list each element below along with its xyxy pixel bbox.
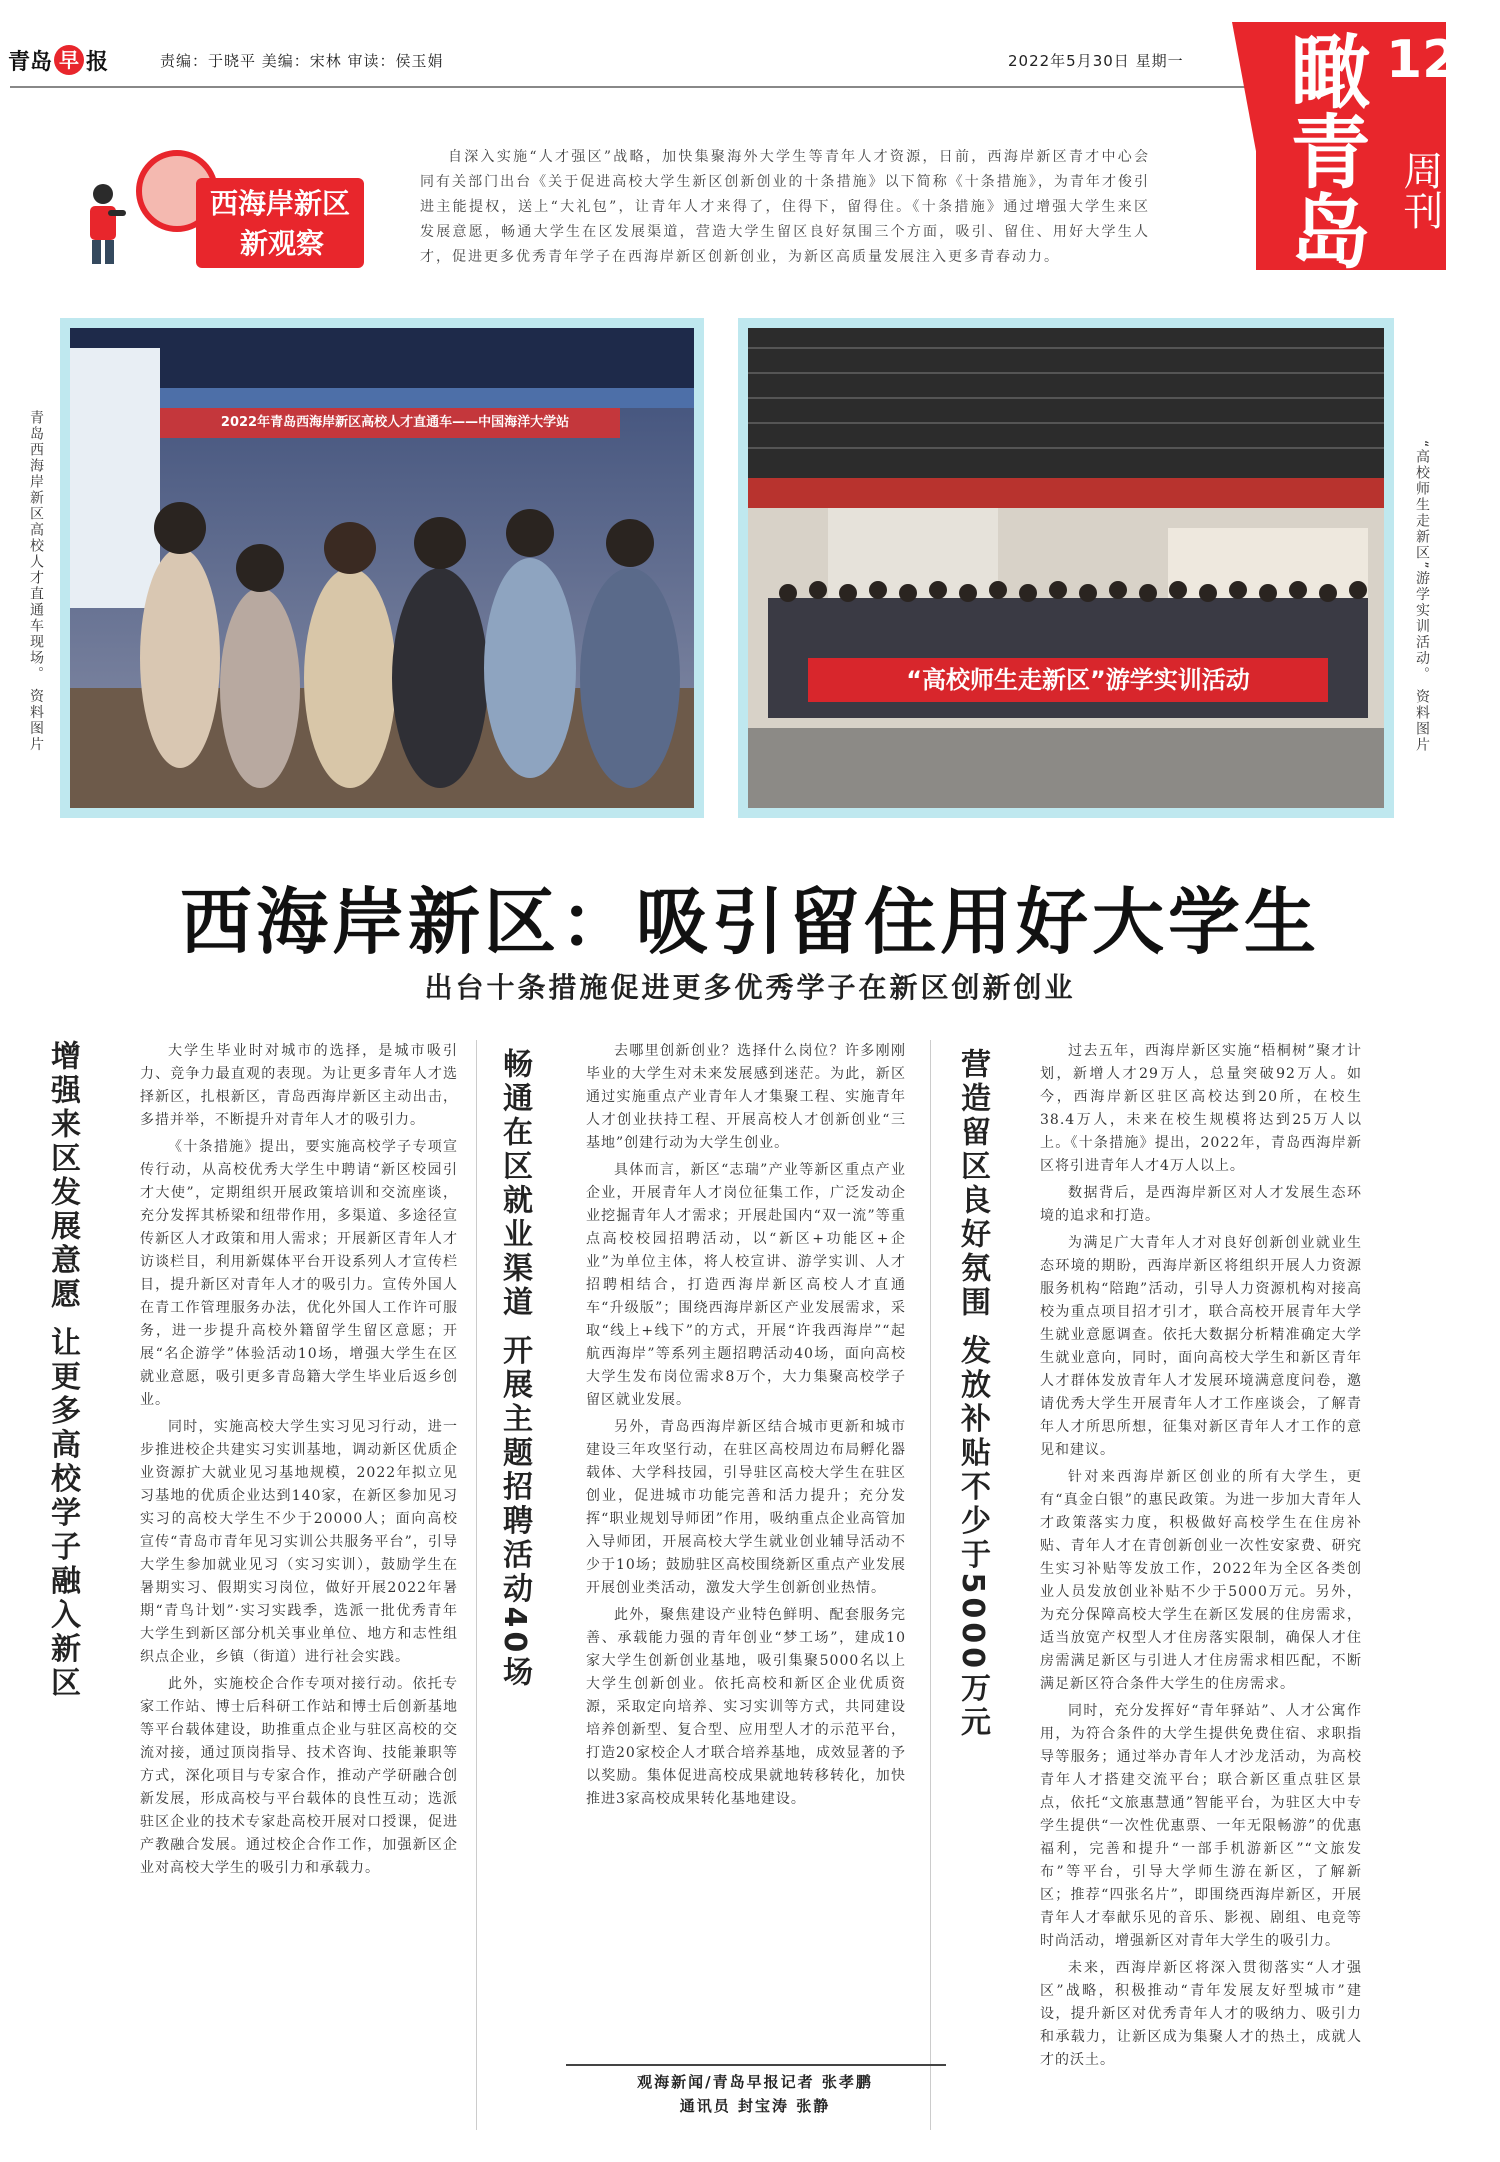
- section-badge-title: [1268, 30, 1378, 270]
- photo2-caption: “高校师生走新区”游学实训活动。 资料图片: [1414, 440, 1430, 753]
- paragraph: 过去五年，西海岸新区实施“梧桐树”聚才计划，新增人才29万人，总量突破92万人。如今，西海岸新区驻区高校达到20所，在校生38.4万人，未来在校生规模将达到25万人以上。《十条措施》提出，2022年，青岛西海岸新区将引进青年人才4万人以上。: [1040, 1043, 1362, 1174]
- paragraph: 去哪里创新创业？选择什么岗位？许多刚刚毕业的大学生对未来发展感到迷茫。为此，新区通过实施重点产业青年人才集聚工程、实施青年人才创业扶持工程、开展高校人才创新创业“三基地”创建行动为大学生创业。: [586, 1043, 906, 1151]
- section-3-body: [1040, 1040, 1362, 2140]
- paragraph: 另外，青岛西海岸新区结合城市更新和城市建设三年攻坚行动，在驻区高校周边布局孵化器载体、大学科技园，引导驻区高校大学生在驻区创业，促进城市功能完善和活力提升；充分发挥“职业规划导师团”作用，吸纳重点企业高管加入导师团，开展高校大学生就业创业辅导活动不少于10场；鼓励驻区高校围绕新区重点产业发展开展创业类活动，激发大学生创新创业热情。: [586, 1419, 906, 1596]
- newspaper-logo: [8, 44, 108, 76]
- column-logo-line1: 西海岸新区: [210, 187, 351, 220]
- column-divider: [476, 1040, 477, 2130]
- logo-circle: 早: [54, 45, 84, 75]
- paragraph: 《十条措施》提出，要实施高校学子专项宣传行动，从高校优秀大学生中聘请“新区校园引才大使”，定期组织开展政策培训和交流座谈，充分发挥其桥梁和纽带作用，多渠道、多途径宣传新区人才政策和用人需求；开展新区青年人才访谈栏目，利用新媒体平台开设系列人才宣传栏目，提升新区对青年人才的吸引力。宣传外国人在青工作管理服务办法，优化外国人工作许可服务，进一步提升高校外籍留学生留区意愿；开展“名企游学”体验活动10场，增强大学生在区就业意愿，吸引更多青岛籍大学生毕业后返乡创业。: [140, 1139, 458, 1408]
- logo-text-3: 报: [86, 49, 109, 75]
- paragraph: 此外，实施校企合作专项对接行动。依托专家工作站、博士后科研工作站和博士后创新基地等平台载体建设，助推重点企业与驻区高校的交流对接，通过顶岗指导、技术咨询、技能兼职等方式，深化项目与专家合作，推动产学研融合创新发展，形成高校与平台载体的良性互动；选派驻区企业的技术专家赴高校开展对口授课，促进产教融合发展。通过校企合作工作，加强新区企业对高校大学生的吸引力和承载力。: [140, 1676, 458, 1876]
- column-logo-line2: 新观察: [240, 227, 325, 260]
- logo-text-1: 青岛: [8, 49, 53, 75]
- section-badge-subtitle: [1396, 150, 1443, 230]
- badge-title-text: 瞰青岛: [1277, 30, 1370, 270]
- byline-rule: [566, 2064, 946, 2066]
- badge-subtitle-text: 周刊: [1397, 150, 1443, 230]
- editor-credits: 责编：于晓平 美编：宋林 审读：侯玉娟: [160, 52, 444, 70]
- talent-fair-photo: [70, 328, 694, 808]
- main-headline: 西海岸新区：吸引留住用好大学生: [179, 880, 1320, 964]
- paragraph: 同时，实施高校大学生实习见习行动，进一步推进校企共建实习实训基地，调动新区优质企业资源扩大就业见习基地规模，2022年拟立见习基地的优质企业达到140家，在新区参加见习实习的高校大学生不少于20000人；面向高校宣传“青岛市青年见习实训公共服务平台”，引导大学生参加就业见习（实习实训），鼓励学生在暑期实习、假期实习岗位，做好开展2022年暑期“青鸟计划”·实习实践季，选派一批优秀青年大学生到新区部分机关事业单位、地方和志性组织点企业，乡镇（街道）进行社会实践。: [140, 1419, 458, 1665]
- page-number: 12: [1386, 30, 1459, 90]
- byline: [560, 2070, 950, 2118]
- paragraph: 具体而言，新区“志瑞”产业等新区重点产业企业，开展青年人才岗位征集工作，广泛发动企业挖掘青年人才需求；开展赴国内“双一流”等重点高校校园招聘活动，以“新区+功能区+企业”为单位主体，将人校宣讲、游学实训、人才招聘相结合，打造西海岸新区高校人才直通车“升级版”；围绕西海岸新区产业发展需求，采取“线上+线下”的方式，开展“许我西海岸”“起航西海岸”等系列主题招聘活动40场，面向高校大学生发布岗位需求8万个，大力集聚高校学子留区就业发展。: [586, 1162, 906, 1408]
- section-3-heading: 营造留区良好氛围 发放补贴不少于5000万元: [955, 1048, 990, 1740]
- header-rule: [10, 86, 1250, 88]
- section-2-body: [586, 1040, 906, 2070]
- reporter-icon: [78, 180, 128, 265]
- byline-correspondents: 通讯员 封宝涛 张静: [679, 2097, 831, 2115]
- intro-paragraph: 自深入实施“人才强区”战略，加快集聚海外大学生等青年人才资源，日前，西海岸新区青才中心会同有关部门出台《关于促进高校大学生新区创新创业的十条措施》以下简称《十条措施》，为青年才俊引进主能提权，送上“大礼包”，让青年人才来得了，住得下，留得住。《十条措施》通过增强大学生来区发展意愿，畅通大学生在区发展渠道，营造大学生留区良好氛围三个方面，吸引、留住、用好大学生人才，促进更多优秀青年学子在西海岸新区创新创业，为新区高质量发展注入更多青春动力。: [420, 149, 1150, 265]
- paragraph: 同时，充分发挥好“青年驿站”、人才公寓作用，为符合条件的大学生提供免费住宿、求职指导等服务；通过举办青年人才沙龙活动，为高校青年人才搭建交流平台；联合新区重点驻区景点，依托“文旅惠慧通”智能平台，为驻区大中专学生提供“一次性优惠票、一年无限畅游”的优惠福利，完善和提升“一部手机游新区”“文旅发布”等平台，引导大学师生游在新区，了解新区；推荐“四张名片”，即围绕西海岸新区，开展青年人才奉献乐见的音乐、影视、剧组、电竞等时尚活动，增强新区对青年大学生的吸引力。: [1040, 1703, 1362, 1949]
- column-logo: [78, 150, 368, 270]
- paragraph: 针对来西海岸新区创业的所有大学生，更有“真金白银”的惠民政策。为进一步加大青年人才政策落实力度，积极做好高校学生在住房补贴、青年人才在青创新创业一次性安家费、研究生实习补贴等发放工作，2022年为全区各类创业人员发放创业补贴不少于5000万元。另外，为充分保障高校大学生在新区发展的住房需求，适当放宽产权型人才住房落实限制，确保人才住房需满足新区与引进人才住房需求相匹配，不断满足新区符合条件大学生的住房需求。: [1040, 1469, 1362, 1692]
- byline-reporter: 观海新闻/青岛早报记者 张孝鹏: [637, 2073, 873, 2091]
- photo-study-tour: [738, 318, 1394, 818]
- paragraph: 数据背后，是西海岸新区对人才发展生态环境的追求和打造。: [1040, 1185, 1362, 1224]
- photo-talent-fair: [60, 318, 704, 818]
- paragraph: 大学生毕业时对城市的选择，是城市吸引力、竞争力最直观的表现。为让更多青年人才选择新区，扎根新区，青岛西海岸新区主动出击，多措并举，不断提升对青年人才的吸引力。: [140, 1043, 458, 1128]
- section-1-heading: 增强来区发展意愿 让更多高校学子融入新区: [45, 1040, 80, 1701]
- paragraph: 未来，西海岸新区将深入贯彻落实“人才强区”战略，积极推动“青年发展友好型城市”建设，提升新区对优秀青年人才的吸纳力、吸引力和承载力，让新区成为集聚人才的热土，成就人才的沃土。: [1040, 1960, 1362, 2068]
- photo2-banner-text: “高校师生走新区”游学实训活动: [906, 666, 1250, 694]
- badge-notch: [1232, 22, 1258, 162]
- photo1-banner-text: 2022年青岛西海岸新区高校人才直通车——中国海洋大学站: [220, 415, 570, 430]
- photo1-caption: 青岛西海岸新区高校人才直通车现场。 资料图片: [28, 410, 44, 753]
- issue-date: 2022年5月30日 星期一: [1008, 52, 1184, 70]
- sub-headline: 出台十条措施促进更多优秀学子在新区创新创业: [424, 971, 1076, 1004]
- paragraph: 此外，聚焦建设产业特色鲜明、配套服务完善、承载能力强的青年创业“梦工场”，建成10家大学生创新创业基地，吸引集聚5000名以上大学生创新创业。依托高校和新区企业优质资源，采取定向培养、实习实训等方式，共同建设培养创新型、复合型、应用型人才的示范平台，打造20家校企人才联合培养基地，成效显著的予以奖励。集体促进高校成果就地转移转化，加快推进3家高校成果转化基地建设。: [586, 1607, 906, 1807]
- column-divider: [930, 1040, 931, 2130]
- column-logo-tag: [196, 178, 364, 268]
- section-2-heading: 畅通在区就业渠道 开展主题招聘活动40场: [497, 1048, 532, 1691]
- paragraph: 为满足广大青年人才对良好创新创业就业生态环境的期盼，西海岸新区将组织开展人力资源服务机构“陪跑”活动，引导人力资源机构对接高校为重点项目招才引才，联合高校开展青年大学生就业意愿调查。依托大数据分析精准确定大学生就业意向，同时，面向高校大学生和新区青年人才群体发放青年人才发展环境满意度问卷，邀请优秀大学生开展青年人才工作座谈会，了解青年人才所思所想，征集对新区青年人才工作的意见和建议。: [1040, 1235, 1362, 1458]
- section-1-body: [140, 1040, 458, 2140]
- study-tour-photo: [748, 328, 1384, 808]
